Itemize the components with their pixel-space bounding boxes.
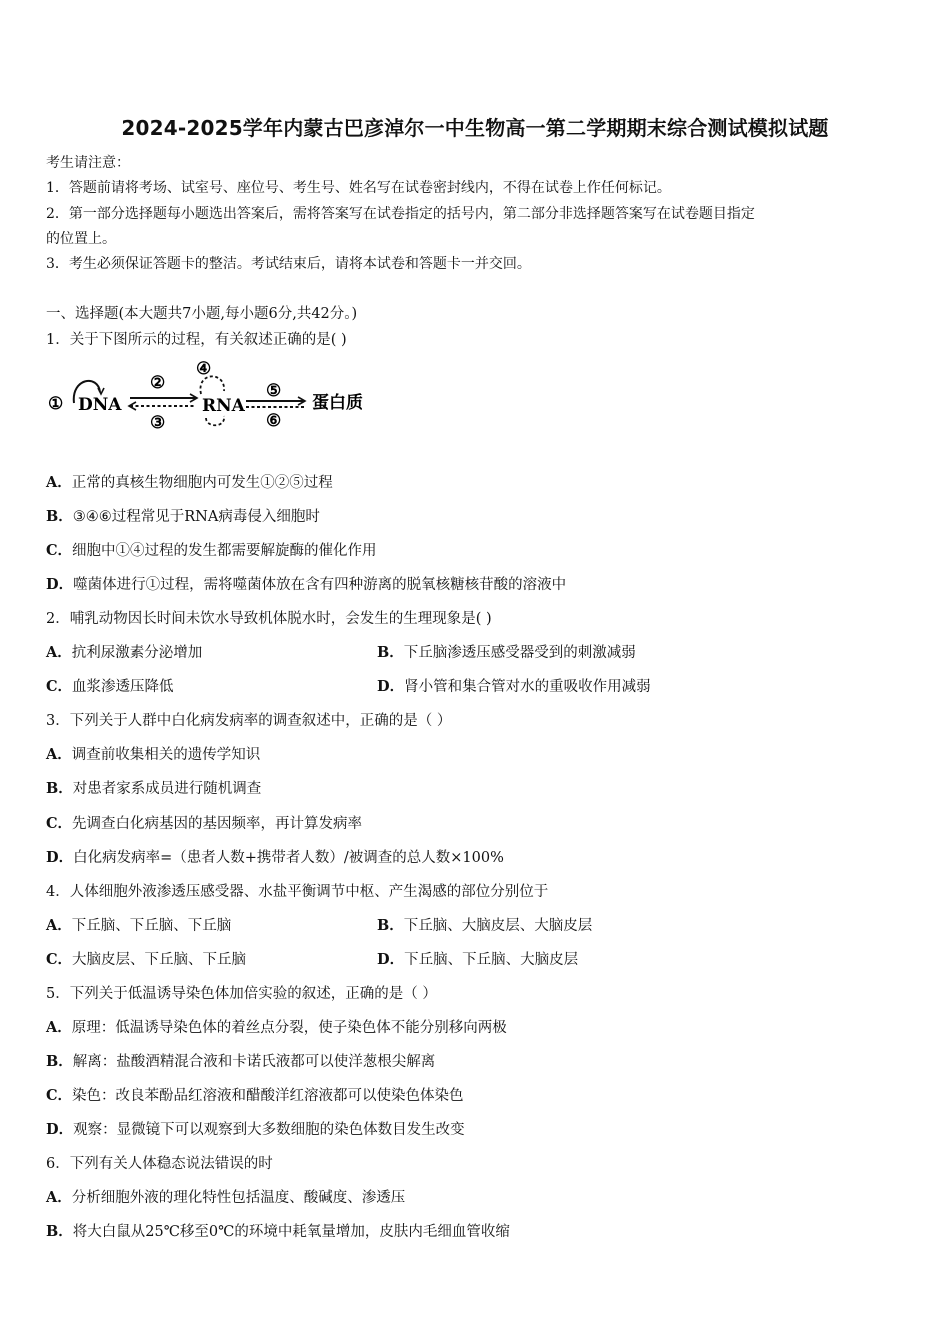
- option-5d: D．观察：显微镜下可以观察到大多数细胞的染色体数目发生改变: [46, 1121, 465, 1138]
- label-circle-5: ⑤: [266, 381, 282, 401]
- option-2c: C．血浆渗透压降低: [46, 678, 174, 695]
- label-circle-1: ①: [48, 394, 64, 414]
- dna-rna-protein-diagram: [46, 356, 376, 432]
- question-6-stem: 6．下列有关人体稳态说法错误的时: [46, 1156, 273, 1172]
- notice-item-2: 2．第一部分选择题每小题选出答案后，需将答案写在试卷指定的括号内，第二部分非选择题答案写在试卷题目指定: [46, 206, 755, 222]
- option-1b: B．③④⑥过程常见于RNA病毒侵入细胞时: [46, 508, 320, 525]
- notice-item-2-cont: 的位置上。: [46, 231, 116, 247]
- question-4-stem: 4．人体细胞外液渗透压感受器、水盐平衡调节中枢、产生渴感的部位分别位于: [46, 884, 549, 900]
- option-5c: C．染色：改良苯酚品红溶液和醋酸洋红溶液都可以使染色体染色: [46, 1087, 464, 1104]
- option-4b: B．下丘脑、大脑皮层、大脑皮层: [377, 917, 593, 934]
- option-5b: B．解离：盐酸酒精混合液和卡诺氏液都可以使洋葱根尖解离: [46, 1053, 436, 1070]
- option-6a: A．分析细胞外液的理化特性包括温度、酸碱度、渗透压: [46, 1189, 406, 1206]
- option-2b: B．下丘脑渗透压感受器受到的刺激减弱: [377, 644, 636, 661]
- option-1d: D．噬菌体进行①过程，需将噬菌体放在含有四种游离的脱氧核糖核苷酸的溶液中: [46, 576, 567, 593]
- option-1a: A．正常的真核生物细胞内可发生①②⑤过程: [46, 474, 333, 491]
- label-circle-6: ⑥: [266, 411, 282, 431]
- option-4c: C．大脑皮层、下丘脑、下丘脑: [46, 951, 247, 968]
- option-4a: A．下丘脑、下丘脑、下丘脑: [46, 917, 232, 934]
- label-protein: 蛋白质: [312, 393, 363, 413]
- section-heading: 一、选择题(本大题共7小题,每小题6分,共42分。): [46, 306, 358, 322]
- notice-item-3: 3．考生必须保证答题卡的整洁。考试结束后，请将本试卷和答题卡一并交回。: [46, 256, 531, 272]
- option-1c: C．细胞中①④过程的发生都需要解旋酶的催化作用: [46, 542, 377, 559]
- label-circle-2: ②: [150, 373, 166, 393]
- option-2a: A．抗利尿激素分泌增加: [46, 644, 203, 661]
- rna-replication-arrow: [200, 376, 224, 394]
- label-circle-3: ③: [150, 413, 166, 432]
- option-3a: A．调查前收集相关的遗传学知识: [46, 746, 261, 763]
- label-rna: RNA: [202, 396, 245, 416]
- notice-heading: 考生请注意：: [46, 155, 130, 171]
- question-5-stem: 5．下列关于低温诱导染色体加倍实验的叙述，正确的是（ ）: [46, 986, 437, 1002]
- option-5a: A．原理：低温诱导染色体的着丝点分裂，使子染色体不能分别移向两极: [46, 1019, 507, 1036]
- notice-item-1: 1．答题前请将考场、试室号、座位号、考生号、姓名写在试卷密封线内，不得在试卷上作任何标记。: [46, 180, 671, 196]
- option-2d: D．肾小管和集合管对水的重吸收作用减弱: [377, 678, 651, 695]
- option-4d: D．下丘脑、下丘脑、大脑皮层: [377, 951, 579, 968]
- option-6b: B．将大白鼠从25℃移至0℃的环境中耗氧量增加，皮肤内毛细血管收缩: [46, 1223, 510, 1240]
- option-3c: C．先调查白化病基因的基因频率，再计算发病率: [46, 815, 363, 832]
- page-title: 2024-2025学年内蒙古巴彦淖尔一中生物高一第二学期期末综合测试模拟试题: [121, 116, 829, 140]
- label-dna: DNA: [78, 395, 122, 415]
- label-circle-4: ④: [196, 359, 212, 379]
- question-2-stem: 2．哺乳动物因长时间未饮水导致机体脱水时，会发生的生理现象是( ): [46, 611, 492, 627]
- question-1-stem: 1．关于下图所示的过程，有关叙述正确的是( ): [46, 332, 347, 348]
- question-3-stem: 3．下列关于人群中白化病发病率的调查叙述中，正确的是（ ）: [46, 713, 452, 729]
- option-3b: B．对患者家系成员进行随机调查: [46, 780, 262, 797]
- option-3d: D．白化病发病率=（患者人数+携带者人数）/被调查的总人数×100%: [46, 849, 504, 866]
